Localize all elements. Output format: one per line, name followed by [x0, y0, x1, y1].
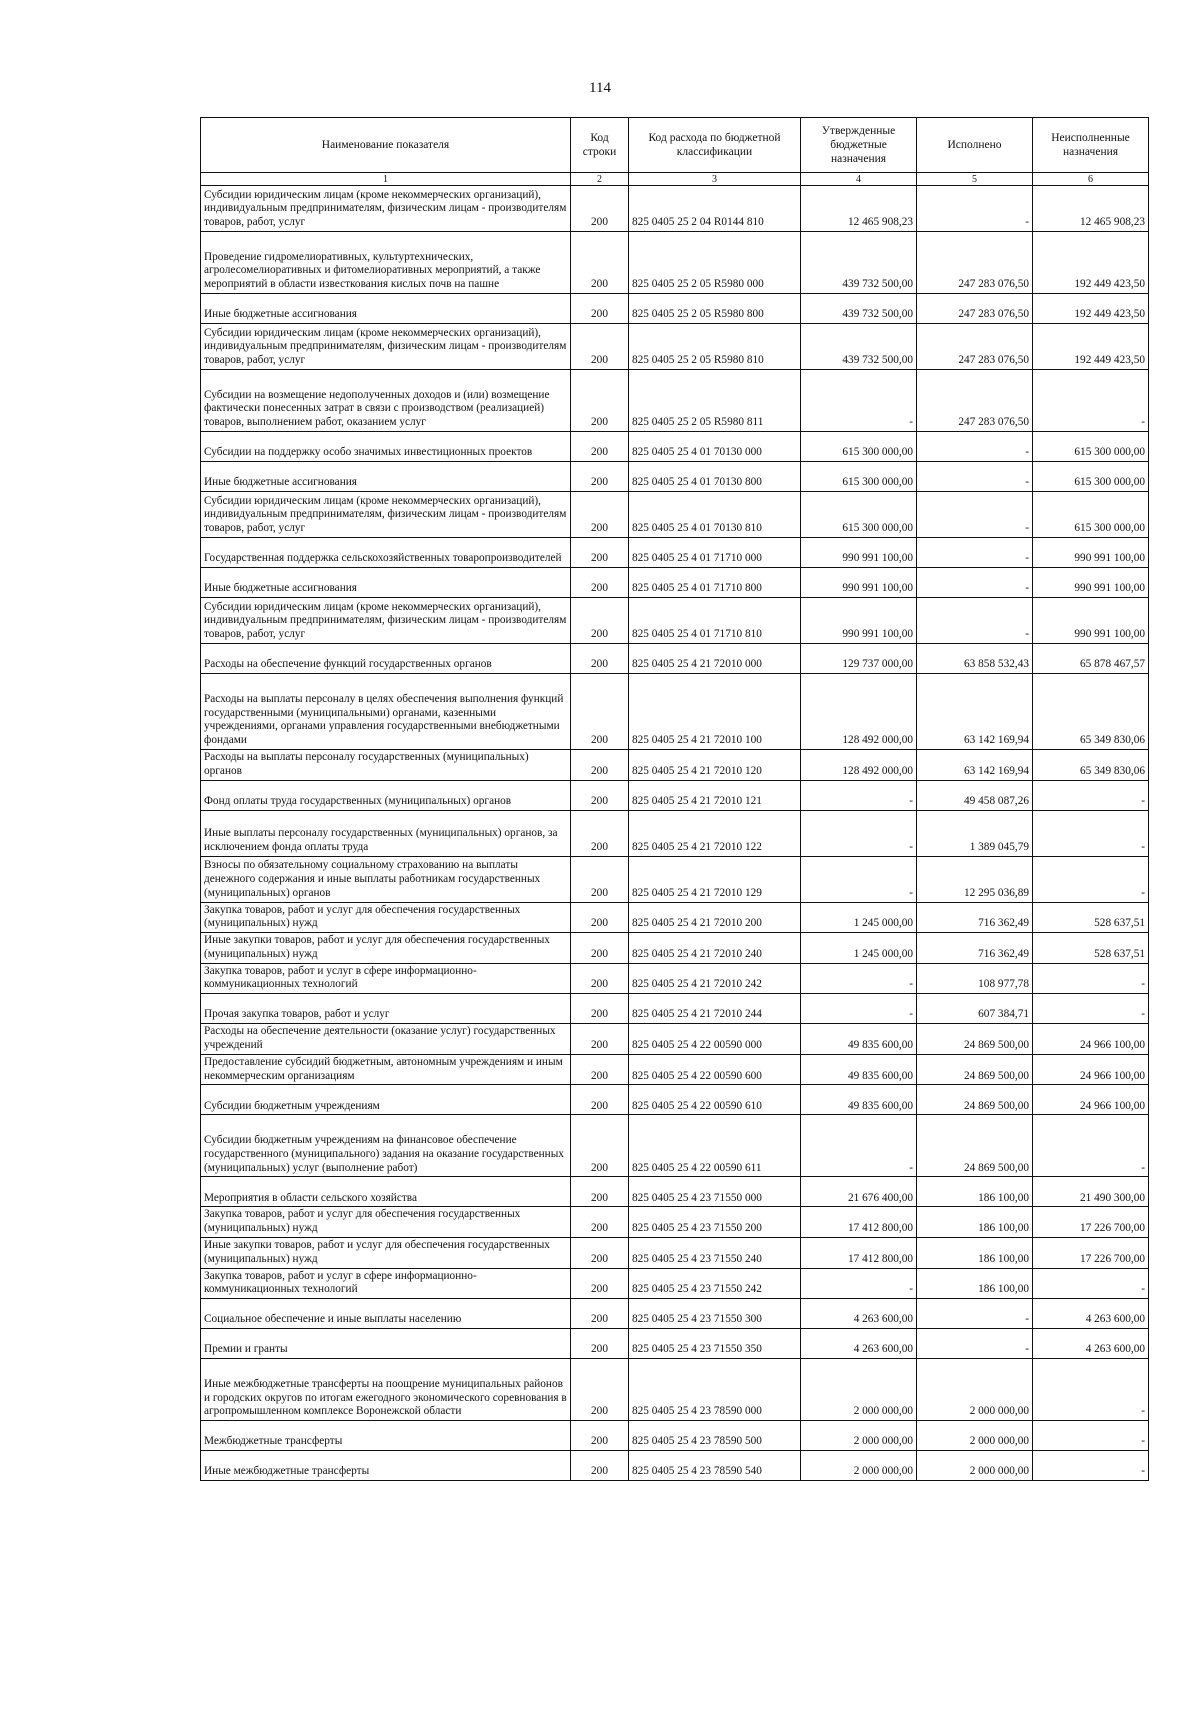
column-number: 4: [801, 173, 917, 186]
row-unexecuted: -: [1033, 856, 1149, 902]
table-row: [201, 462, 1149, 492]
row-name: Субсидии на поддержку особо значимых инвестиционных проектов: [201, 432, 571, 462]
row-budget-code: 825 0405 25 4 21 72010 120: [629, 750, 801, 781]
row-approved: 49 835 600,00: [801, 1085, 917, 1115]
row-budget-code: 825 0405 25 4 22 00590 000: [629, 1024, 801, 1055]
row-line-code: 200: [571, 902, 629, 933]
row-line-code: 200: [571, 294, 629, 324]
row-unexecuted: -: [1033, 1451, 1149, 1481]
row-approved: 17 412 800,00: [801, 1207, 917, 1238]
row-approved: 990 991 100,00: [801, 568, 917, 598]
header-name: Наименование показателя: [201, 118, 571, 173]
row-budget-code: 825 0405 25 4 23 71550 300: [629, 1299, 801, 1329]
row-line-code: 200: [571, 324, 629, 370]
row-name: Иные межбюджетные трансферты на поощрение муниципальных районов и городских округов по итогам ежегодного экономического соревнования в агропромышленном комплексе Воронежской области: [201, 1359, 571, 1421]
row-executed: 63 142 169,94: [917, 750, 1033, 781]
row-budget-code: 825 0405 25 4 23 71550 000: [629, 1177, 801, 1207]
row-line-code: 200: [571, 1299, 629, 1329]
row-line-code: 200: [571, 1085, 629, 1115]
column-number: 1: [201, 173, 571, 186]
row-unexecuted: 24 966 100,00: [1033, 1054, 1149, 1085]
row-budget-code: 825 0405 25 4 21 72010 100: [629, 674, 801, 750]
table-row: [201, 644, 1149, 674]
row-line-code: 200: [571, 1177, 629, 1207]
table-row: [201, 810, 1149, 856]
row-name: Социальное обеспечение и иные выплаты населению: [201, 1299, 571, 1329]
row-line-code: 200: [571, 232, 629, 294]
row-unexecuted: 615 300 000,00: [1033, 462, 1149, 492]
row-unexecuted: 21 490 300,00: [1033, 1177, 1149, 1207]
row-approved: -: [801, 370, 917, 432]
row-unexecuted: -: [1033, 1421, 1149, 1451]
row-approved: -: [801, 994, 917, 1024]
row-name: Фонд оплаты труда государственных (муниципальных) органов: [201, 780, 571, 810]
row-executed: -: [917, 186, 1033, 232]
row-executed: 716 362,49: [917, 933, 1033, 964]
table-row: [201, 902, 1149, 933]
row-budget-code: 825 0405 25 4 23 71550 240: [629, 1237, 801, 1268]
column-number: 6: [1033, 173, 1149, 186]
row-name: Субсидии юридическим лицам (кроме некоммерческих организаций), индивидуальным предпринимателям, физическим лицам - производителям товаров, работ, услуг: [201, 186, 571, 232]
table-row: [201, 1024, 1149, 1055]
table-row: [201, 492, 1149, 538]
table-row: [201, 432, 1149, 462]
row-executed: -: [917, 492, 1033, 538]
row-unexecuted: 24 966 100,00: [1033, 1085, 1149, 1115]
table-row: [201, 1054, 1149, 1085]
row-budget-code: 825 0405 25 4 01 71710 810: [629, 598, 801, 644]
row-executed: 2 000 000,00: [917, 1451, 1033, 1481]
table-row: [201, 780, 1149, 810]
table-row: [201, 370, 1149, 432]
row-unexecuted: 65 349 830,06: [1033, 674, 1149, 750]
table-row: [201, 674, 1149, 750]
row-executed: 24 869 500,00: [917, 1054, 1033, 1085]
row-unexecuted: -: [1033, 963, 1149, 994]
row-name: Иные закупки товаров, работ и услуг для обеспечения государственных (муниципальных) нужд: [201, 1237, 571, 1268]
table-row: [201, 186, 1149, 232]
row-approved: 4 263 600,00: [801, 1299, 917, 1329]
row-unexecuted: 192 449 423,50: [1033, 232, 1149, 294]
row-unexecuted: 615 300 000,00: [1033, 492, 1149, 538]
table-row: [201, 294, 1149, 324]
table-row: [201, 1268, 1149, 1299]
row-executed: 186 100,00: [917, 1207, 1033, 1238]
row-budget-code: 825 0405 25 4 21 72010 240: [629, 933, 801, 964]
row-name: Государственная поддержка сельскохозяйственных товаропроизводителей: [201, 538, 571, 568]
row-unexecuted: 192 449 423,50: [1033, 324, 1149, 370]
row-line-code: 200: [571, 462, 629, 492]
table-row: [201, 1237, 1149, 1268]
row-approved: 12 465 908,23: [801, 186, 917, 232]
row-executed: 186 100,00: [917, 1268, 1033, 1299]
row-budget-code: 825 0405 25 4 23 78590 000: [629, 1359, 801, 1421]
row-line-code: 200: [571, 856, 629, 902]
row-budget-code: 825 0405 25 2 05 R5980 810: [629, 324, 801, 370]
row-executed: -: [917, 1329, 1033, 1359]
row-executed: 2 000 000,00: [917, 1421, 1033, 1451]
row-name: Межбюджетные трансферты: [201, 1421, 571, 1451]
row-budget-code: 825 0405 25 4 01 71710 800: [629, 568, 801, 598]
row-name: Прочая закупка товаров, работ и услуг: [201, 994, 571, 1024]
table-row: [201, 568, 1149, 598]
row-name: Иные закупки товаров, работ и услуг для обеспечения государственных (муниципальных) нужд: [201, 933, 571, 964]
row-executed: 247 283 076,50: [917, 324, 1033, 370]
row-name: Закупка товаров, работ и услуг в сфере информационно-коммуникационных технологий: [201, 963, 571, 994]
row-line-code: 200: [571, 432, 629, 462]
row-approved: -: [801, 856, 917, 902]
row-unexecuted: 12 465 908,23: [1033, 186, 1149, 232]
row-approved: -: [801, 1115, 917, 1177]
row-unexecuted: 17 226 700,00: [1033, 1237, 1149, 1268]
row-budget-code: 825 0405 25 2 05 R5980 000: [629, 232, 801, 294]
row-name: Иные бюджетные ассигнования: [201, 294, 571, 324]
row-executed: 247 283 076,50: [917, 370, 1033, 432]
row-budget-code: 825 0405 25 4 21 72010 121: [629, 780, 801, 810]
table-row: [201, 1329, 1149, 1359]
row-line-code: 200: [571, 1359, 629, 1421]
row-executed: 607 384,71: [917, 994, 1033, 1024]
row-budget-code: 825 0405 25 4 01 70130 810: [629, 492, 801, 538]
row-executed: 63 858 532,43: [917, 644, 1033, 674]
row-name: Мероприятия в области сельского хозяйства: [201, 1177, 571, 1207]
row-budget-code: 825 0405 25 4 22 00590 610: [629, 1085, 801, 1115]
row-executed: 1 389 045,79: [917, 810, 1033, 856]
row-name: Субсидии бюджетным учреждениям: [201, 1085, 571, 1115]
row-unexecuted: -: [1033, 994, 1149, 1024]
row-line-code: 200: [571, 492, 629, 538]
row-line-code: 200: [571, 1237, 629, 1268]
table-row: [201, 1207, 1149, 1238]
row-unexecuted: -: [1033, 1268, 1149, 1299]
row-executed: 186 100,00: [917, 1177, 1033, 1207]
row-executed: -: [917, 568, 1033, 598]
row-executed: 24 869 500,00: [917, 1085, 1033, 1115]
table-row: [201, 1451, 1149, 1481]
row-line-code: 200: [571, 1451, 629, 1481]
row-approved: 128 492 000,00: [801, 750, 917, 781]
table-row: [201, 1115, 1149, 1177]
row-line-code: 200: [571, 810, 629, 856]
row-name: Премии и гранты: [201, 1329, 571, 1359]
table-row: [201, 1085, 1149, 1115]
row-unexecuted: 24 966 100,00: [1033, 1024, 1149, 1055]
row-line-code: 200: [571, 933, 629, 964]
header-approved: Утвержденные бюджетные назначения: [801, 118, 917, 173]
row-name: Субсидии юридическим лицам (кроме некоммерческих организаций), индивидуальным предпринимателям, физическим лицам - производителям товаров, работ, услуг: [201, 324, 571, 370]
row-budget-code: 825 0405 25 4 01 71710 000: [629, 538, 801, 568]
header-executed: Исполнено: [917, 118, 1033, 173]
row-line-code: 200: [571, 568, 629, 598]
row-budget-code: 825 0405 25 4 21 72010 122: [629, 810, 801, 856]
row-approved: -: [801, 963, 917, 994]
row-approved: 439 732 500,00: [801, 324, 917, 370]
row-approved: 990 991 100,00: [801, 538, 917, 568]
row-executed: 247 283 076,50: [917, 232, 1033, 294]
row-executed: 108 977,78: [917, 963, 1033, 994]
table-row: [201, 856, 1149, 902]
row-line-code: 200: [571, 674, 629, 750]
row-executed: -: [917, 538, 1033, 568]
table-row: [201, 598, 1149, 644]
row-unexecuted: 528 637,51: [1033, 902, 1149, 933]
row-line-code: 200: [571, 186, 629, 232]
row-approved: -: [801, 810, 917, 856]
row-line-code: 200: [571, 1024, 629, 1055]
row-name: Предоставление субсидий бюджетным, автономным учреждениям и иным некоммерческим организациям: [201, 1054, 571, 1085]
table-row: [201, 538, 1149, 568]
row-executed: 24 869 500,00: [917, 1115, 1033, 1177]
table-row: [201, 1421, 1149, 1451]
row-executed: 186 100,00: [917, 1237, 1033, 1268]
row-name: Субсидии юридическим лицам (кроме некоммерческих организаций), индивидуальным предпринимателям, физическим лицам - производителям товаров, работ, услуг: [201, 492, 571, 538]
row-approved: 128 492 000,00: [801, 674, 917, 750]
row-executed: -: [917, 598, 1033, 644]
table-row: [201, 1299, 1149, 1329]
row-name: Закупка товаров, работ и услуг для обеспечения государственных (муниципальных) нужд: [201, 902, 571, 933]
row-approved: 2 000 000,00: [801, 1359, 917, 1421]
table-row: [201, 994, 1149, 1024]
header-unexecuted: Неисполненные назначения: [1033, 118, 1149, 173]
row-approved: 2 000 000,00: [801, 1451, 917, 1481]
row-name: Расходы на выплаты персоналу государственных (муниципальных) органов: [201, 750, 571, 781]
row-unexecuted: 4 263 600,00: [1033, 1329, 1149, 1359]
row-executed: -: [917, 432, 1033, 462]
row-executed: 12 295 036,89: [917, 856, 1033, 902]
row-approved: 1 245 000,00: [801, 902, 917, 933]
row-name: Расходы на обеспечение деятельности (оказание услуг) государственных учреждений: [201, 1024, 571, 1055]
row-unexecuted: -: [1033, 1359, 1149, 1421]
budget-execution-table: [200, 117, 1149, 1481]
row-approved: 615 300 000,00: [801, 432, 917, 462]
row-budget-code: 825 0405 25 2 05 R5980 811: [629, 370, 801, 432]
row-line-code: 200: [571, 780, 629, 810]
row-budget-code: 825 0405 25 4 22 00590 611: [629, 1115, 801, 1177]
row-budget-code: 825 0405 25 2 04 R0144 810: [629, 186, 801, 232]
row-unexecuted: 17 226 700,00: [1033, 1207, 1149, 1238]
table-row: [201, 324, 1149, 370]
table-row: [201, 933, 1149, 964]
row-executed: 247 283 076,50: [917, 294, 1033, 324]
header-row: [201, 118, 1149, 173]
row-executed: 2 000 000,00: [917, 1359, 1033, 1421]
row-line-code: 200: [571, 598, 629, 644]
row-approved: 439 732 500,00: [801, 294, 917, 324]
row-unexecuted: 528 637,51: [1033, 933, 1149, 964]
row-unexecuted: 65 349 830,06: [1033, 750, 1149, 781]
row-name: Расходы на обеспечение функций государственных органов: [201, 644, 571, 674]
row-budget-code: 825 0405 25 4 21 72010 242: [629, 963, 801, 994]
row-approved: 439 732 500,00: [801, 232, 917, 294]
row-budget-code: 825 0405 25 4 23 71550 242: [629, 1268, 801, 1299]
row-line-code: 200: [571, 370, 629, 432]
page-number: 114: [589, 80, 611, 96]
table-row: [201, 1359, 1149, 1421]
row-line-code: 200: [571, 1421, 629, 1451]
row-executed: 63 142 169,94: [917, 674, 1033, 750]
row-unexecuted: -: [1033, 1115, 1149, 1177]
row-unexecuted: 990 991 100,00: [1033, 538, 1149, 568]
row-unexecuted: 192 449 423,50: [1033, 294, 1149, 324]
row-unexecuted: 4 263 600,00: [1033, 1299, 1149, 1329]
row-approved: 21 676 400,00: [801, 1177, 917, 1207]
column-number-row: [201, 173, 1149, 186]
column-number: 5: [917, 173, 1033, 186]
row-budget-code: 825 0405 25 4 23 71550 200: [629, 1207, 801, 1238]
row-name: Взносы по обязательному социальному страхованию на выплаты денежного содержания и иные выплаты работникам государственных (муниципальных) органов: [201, 856, 571, 902]
row-name: Иные выплаты персоналу государственных (муниципальных) органов, за исключением фонда оплаты труда: [201, 810, 571, 856]
row-approved: 49 835 600,00: [801, 1054, 917, 1085]
row-executed: 49 458 087,26: [917, 780, 1033, 810]
header-line-code: Код строки: [571, 118, 629, 173]
row-line-code: 200: [571, 1054, 629, 1085]
row-budget-code: 825 0405 25 4 01 70130 000: [629, 432, 801, 462]
row-name: Иные межбюджетные трансферты: [201, 1451, 571, 1481]
table-body: [201, 186, 1149, 1481]
row-name: Субсидии бюджетным учреждениям на финансовое обеспечение государственного (муниципального) задания на оказание государственных (муниципальных) услуг (выполнение работ): [201, 1115, 571, 1177]
row-line-code: 200: [571, 1329, 629, 1359]
row-approved: 129 737 000,00: [801, 644, 917, 674]
row-name: Расходы на выплаты персоналу в целях обеспечения выполнения функций государственными (муниципальными) органами, казенными учреждениями, органами управления государственными внебюджетными фондами: [201, 674, 571, 750]
row-executed: 716 362,49: [917, 902, 1033, 933]
row-budget-code: 825 0405 25 4 23 71550 350: [629, 1329, 801, 1359]
row-budget-code: 825 0405 25 4 21 72010 000: [629, 644, 801, 674]
row-approved: 49 835 600,00: [801, 1024, 917, 1055]
column-number: 2: [571, 173, 629, 186]
row-budget-code: 825 0405 25 4 22 00590 600: [629, 1054, 801, 1085]
table-row: [201, 1177, 1149, 1207]
row-unexecuted: 990 991 100,00: [1033, 568, 1149, 598]
row-name: Иные бюджетные ассигнования: [201, 462, 571, 492]
row-line-code: 200: [571, 1268, 629, 1299]
row-unexecuted: 615 300 000,00: [1033, 432, 1149, 462]
row-budget-code: 825 0405 25 4 01 70130 800: [629, 462, 801, 492]
row-name: Иные бюджетные ассигнования: [201, 568, 571, 598]
row-executed: -: [917, 462, 1033, 492]
row-budget-code: 825 0405 25 4 21 72010 200: [629, 902, 801, 933]
row-approved: 4 263 600,00: [801, 1329, 917, 1359]
row-name: Субсидии на возмещение недополученных доходов и (или) возмещение фактически понесенных затрат в связи с производством (реализацией) товаров, выполнением работ, оказанием услуг: [201, 370, 571, 432]
row-executed: -: [917, 1299, 1033, 1329]
row-budget-code: 825 0405 25 4 21 72010 129: [629, 856, 801, 902]
row-name: Закупка товаров, работ и услуг для обеспечения государственных (муниципальных) нужд: [201, 1207, 571, 1238]
table-row: [201, 232, 1149, 294]
table-row: [201, 750, 1149, 781]
row-line-code: 200: [571, 963, 629, 994]
row-approved: 615 300 000,00: [801, 462, 917, 492]
row-budget-code: 825 0405 25 2 05 R5980 800: [629, 294, 801, 324]
row-executed: 24 869 500,00: [917, 1024, 1033, 1055]
table-row: [201, 963, 1149, 994]
row-unexecuted: 65 878 467,57: [1033, 644, 1149, 674]
row-approved: 17 412 800,00: [801, 1237, 917, 1268]
row-approved: 1 245 000,00: [801, 933, 917, 964]
row-unexecuted: -: [1033, 370, 1149, 432]
row-budget-code: 825 0405 25 4 23 78590 500: [629, 1421, 801, 1451]
row-budget-code: 825 0405 25 4 21 72010 244: [629, 994, 801, 1024]
row-name: Субсидии юридическим лицам (кроме некоммерческих организаций), индивидуальным предпринимателям, физическим лицам - производителям товаров, работ, услуг: [201, 598, 571, 644]
row-approved: -: [801, 780, 917, 810]
row-unexecuted: -: [1033, 780, 1149, 810]
row-line-code: 200: [571, 994, 629, 1024]
header-budget-code: Код расхода по бюджетной классификации: [629, 118, 801, 173]
column-number: 3: [629, 173, 801, 186]
row-name: Проведение гидромелиоративных, культуртехнических, агролесомелиоративных и фитомелиоративных мероприятий, а также мероприятий в области известкования кислых почв на пашне: [201, 232, 571, 294]
row-approved: 2 000 000,00: [801, 1421, 917, 1451]
row-budget-code: 825 0405 25 4 23 78590 540: [629, 1451, 801, 1481]
row-unexecuted: -: [1033, 810, 1149, 856]
row-line-code: 200: [571, 1115, 629, 1177]
row-line-code: 200: [571, 1207, 629, 1238]
row-unexecuted: 990 991 100,00: [1033, 598, 1149, 644]
row-approved: -: [801, 1268, 917, 1299]
row-line-code: 200: [571, 644, 629, 674]
row-approved: 990 991 100,00: [801, 598, 917, 644]
row-approved: 615 300 000,00: [801, 492, 917, 538]
row-line-code: 200: [571, 750, 629, 781]
row-line-code: 200: [571, 538, 629, 568]
row-name: Закупка товаров, работ и услуг в сфере информационно-коммуникационных технологий: [201, 1268, 571, 1299]
